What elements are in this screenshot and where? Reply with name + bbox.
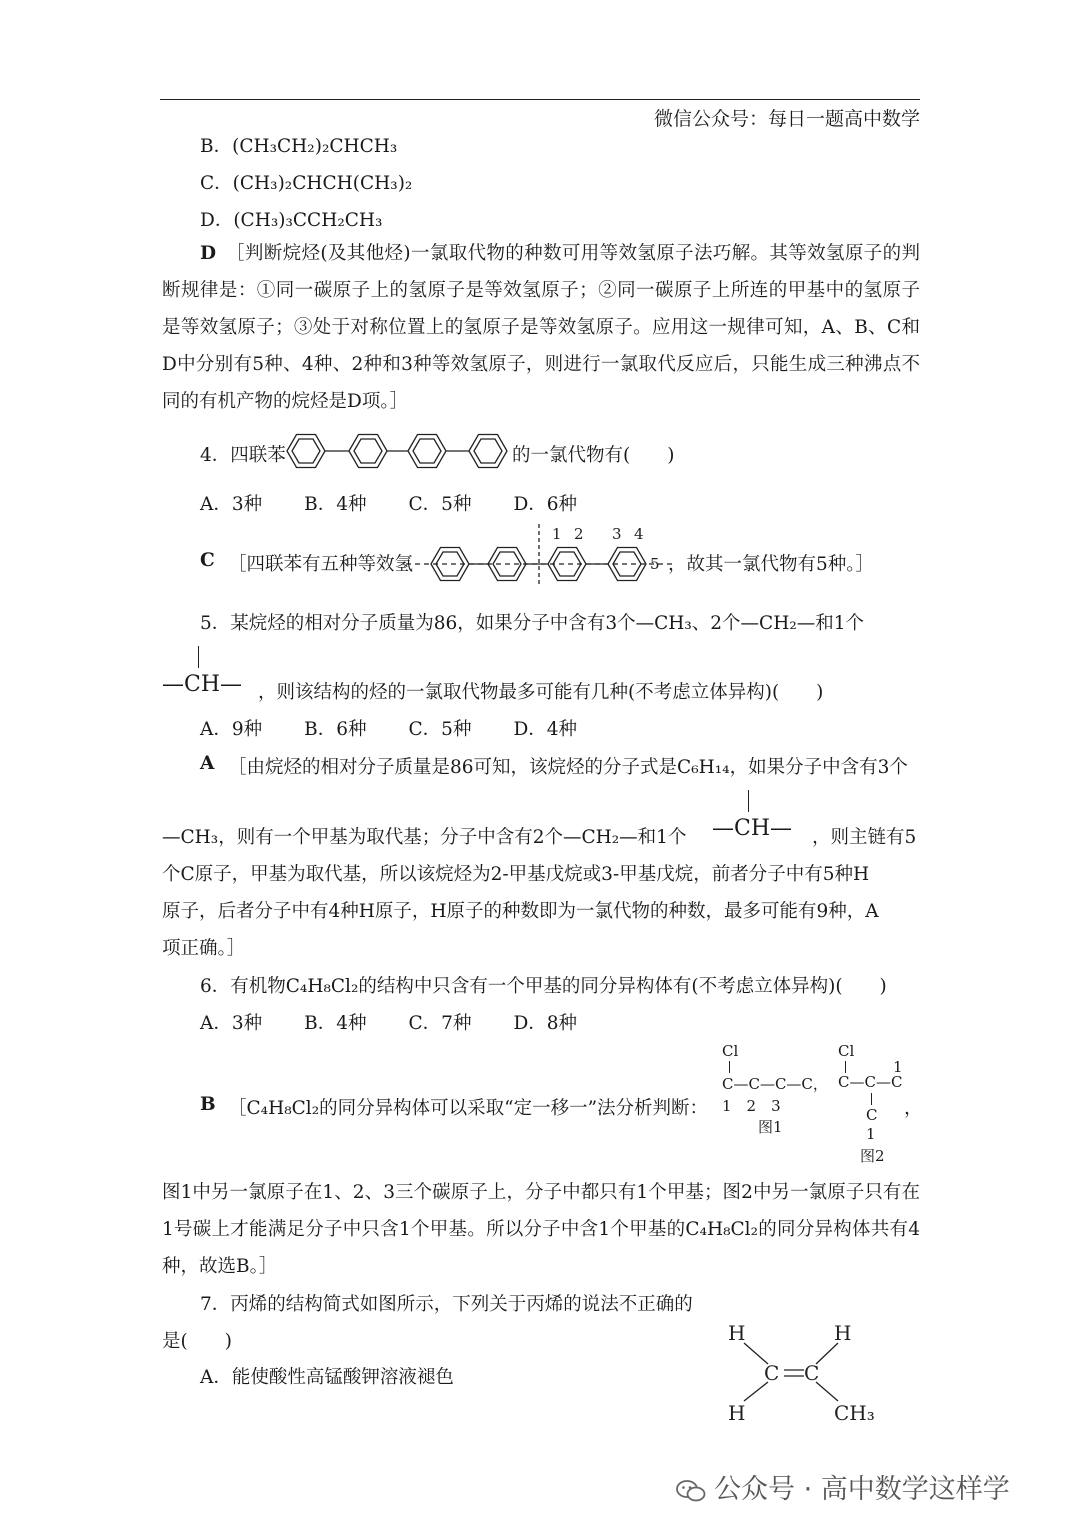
q5-stem: 5．某烷烃的相对分子质量为86，如果分子中含有3个—CH₃、2个—CH₂—和1个	[200, 613, 865, 634]
q4-option-a: A．3种	[200, 494, 263, 515]
fig1-chain: C—C—C—C，	[722, 1075, 828, 1093]
q4-answer: C	[200, 550, 215, 571]
fig2-branch: C	[866, 1106, 878, 1124]
header-rule	[160, 99, 920, 100]
fig1-numbers: 1 2 3	[722, 1097, 781, 1115]
watermark-text: 公众号 · 高中数学这样学	[714, 1474, 1010, 1505]
q7-stem-line1: 7．丙烯的结构简式如图所示，下列关于丙烯的说法不正确的	[200, 1294, 693, 1315]
propene-h3: H	[728, 1401, 746, 1425]
fig1-caption: 图1	[758, 1118, 783, 1136]
q7-stem-line2: 是( )	[162, 1331, 232, 1352]
q4-explain-suffix: ，故其一氯代物有5种。］	[668, 554, 875, 575]
h-label-5: 5	[650, 555, 660, 573]
q5-explain-ch-group: —CH—	[712, 816, 793, 841]
q5-explain-line5: 项正确。］	[162, 938, 246, 959]
fig2-bond-branch	[871, 1093, 872, 1105]
q5-option-d: D．4种	[513, 719, 578, 740]
q6-option-d: D．8种	[513, 1013, 578, 1034]
propene-ch3: CH₃	[834, 1401, 875, 1425]
wechat-icon	[676, 1479, 706, 1503]
fig2-chain: C—C—C	[838, 1073, 903, 1091]
q5-option-c: C．5种	[408, 719, 472, 740]
q3-option-c: C．(CH₃)₂CHCH(CH₃)₂	[200, 173, 413, 194]
h-label-4: 4	[634, 525, 644, 543]
q6-option-b: B．4种	[304, 1013, 367, 1034]
q3-option-b: B．(CH₃CH₂)₂CHCH₃	[200, 136, 398, 157]
q6-answer: B	[200, 1094, 216, 1115]
q5-ch-bond	[198, 646, 199, 668]
q3-answer: D	[200, 243, 217, 264]
q6-comma: ，	[904, 1098, 923, 1119]
q4-option-b: B．4种	[304, 494, 367, 515]
propene-h1: H	[728, 1321, 746, 1345]
q5-ch-group: —CH—	[162, 672, 243, 697]
h-label-3: 3	[612, 525, 622, 543]
q4-option-c: C．5种	[408, 494, 472, 515]
propene-h2: H	[834, 1321, 852, 1345]
q6-options	[200, 1009, 619, 1035]
q4-stem-prefix: 4．四联苯	[200, 445, 286, 466]
propene-c1: C	[764, 1361, 780, 1385]
q4-options	[200, 490, 619, 516]
q5-stem2: ，则该结构的烃的一氯取代物最多可能有几种(不考虑立体异构)( )	[258, 682, 824, 703]
q3-explanation	[162, 235, 920, 420]
q5-option-b: B．6种	[304, 719, 367, 740]
q5-explain-line1: ［由烷烃的相对分子质量是86可知，该烷烃的分子式是C₆H₁₄，如果分子中含有3个	[228, 757, 908, 778]
q4-option-d: D．6种	[513, 494, 578, 515]
q5-explain-line3: 个C原子，甲基为取代基，所以该烷烃为2-甲基戊烷或3-甲基戊烷，前者分子中有5种H	[162, 864, 870, 885]
q5-answer: A	[200, 753, 215, 774]
h-label-1: 1	[552, 525, 562, 543]
propene-structure	[718, 1318, 888, 1434]
fig1-cl: Cl	[722, 1042, 739, 1060]
q5-explain-ch-bond	[748, 790, 749, 812]
q5-explain-line2b: ，则主链有5	[812, 827, 917, 848]
fig2-num-top: 1	[893, 1058, 903, 1076]
propene-c2: C	[804, 1361, 820, 1385]
q5-explain-line4: 原子，后者分子中有4种H原子，H原子的种数即为一氯代物的种数，最多可能有9种，A	[162, 901, 879, 922]
fig2-bond-top	[845, 1061, 846, 1073]
q5-explain-line2a: —CH₃，则有一个甲基为取代基；分子中含有2个—CH₂—和1个	[162, 827, 687, 848]
q4-stem-suffix: 的一氯代物有( )	[512, 445, 675, 466]
fig2-cl: Cl	[838, 1042, 855, 1060]
q6-explain-prefix: ［C₄H₈Cl₂的同分异构体可以采取“定一移一”法分析判断：	[228, 1098, 709, 1119]
q7-option-a: A．能使酸性高锰酸钾溶液褪色	[200, 1367, 454, 1388]
q5-option-a: A．9种	[200, 719, 263, 740]
watermark	[676, 1467, 1010, 1506]
q6-option-c: C．7种	[408, 1013, 472, 1034]
q3-option-d: D．(CH₃)₃CCH₂CH₃	[200, 210, 383, 231]
header-text: 微信公众号：每日一题高中数学	[653, 108, 920, 130]
h-label-2: 2	[574, 525, 584, 543]
q3-explain-text: ［判断烷烃(及其他烃)一氯取代物的种数可用等效氢原子法巧解。其等效氢原子的判断规律是：①同一碳原子上的氢原子是等效氢原子；②同一碳原子上所连的甲基中的氢原子是等效氢原子；③处于对称位置上的氢原子是等效氢原子。应用这一规律可知，A、B、C和D中分别有5种、4种、2种和3种等效氢原子，则进行一氯取代反应后，只能生成三种沸点不同的有机产物的烷烃是D项。］	[162, 243, 920, 412]
quaterphenyl-equivalent-h-diagram	[404, 522, 676, 588]
q6-explain-body: 图1中另一氯原子在1、2、3三个碳原子上，分子中都只有1个甲基；图2中另一氯原子只有在1号碳上才能满足分子中只含1个甲基。所以分子中含1个甲基的C₄H₈Cl₂的同分异构体共有4种，故选B。］	[162, 1182, 920, 1277]
q6-option-a: A．3种	[200, 1013, 263, 1034]
q5-options	[200, 715, 619, 741]
q4-explain-prefix: ［四联苯有五种等效氢	[228, 554, 414, 575]
q6-stem: 6．有机物C₄H₈Cl₂的结构中只含有一个甲基的同分异构体有(不考虑立体异构)( )	[200, 976, 887, 997]
quaterphenyl-structure	[284, 430, 510, 472]
fig2-caption: 图2	[860, 1147, 885, 1165]
fig1-bond	[729, 1061, 730, 1073]
fig2-num-bottom: 1	[866, 1125, 876, 1143]
